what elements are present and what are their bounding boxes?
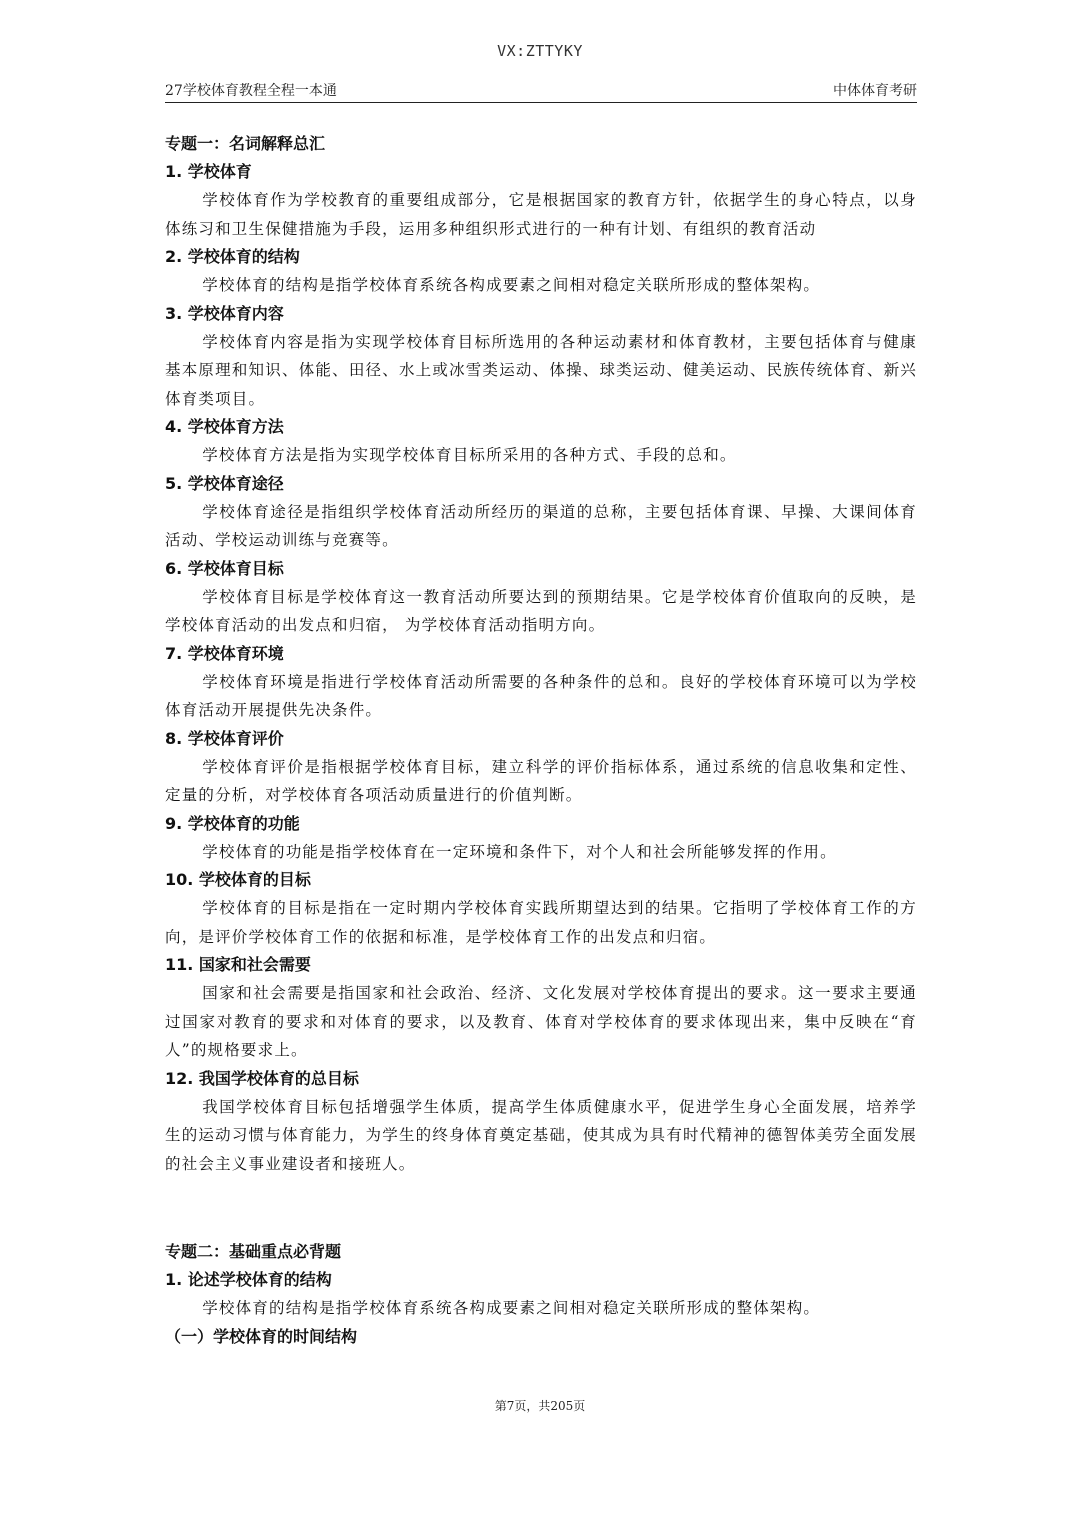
term-heading: 10. 学校体育的目标 xyxy=(165,870,311,889)
section-spacer xyxy=(165,1178,917,1236)
header-book-title: 27学校体育教程全程一本通 xyxy=(165,83,337,99)
watermark-text: VX:ZTTYKY xyxy=(497,42,583,60)
topic-one-title: 专题一：名词解释总汇 xyxy=(165,134,326,153)
term-definition: 学校体育途径是指组织学校体育活动所经历的渠道的总称，主要包括体育课、早操、大课间体育活动、学校运动训练与竞赛等。 xyxy=(165,502,917,549)
term-heading: 2. 学校体育的结构 xyxy=(165,247,300,266)
term-definition: 学校体育内容是指为实现学校体育目标所选用的各种运动素材和体育教材，主要包括体育与健康基本原理和知识、体能、田径、水上或冰雪类运动、体操、球类运动、健美运动、民族传统体育、新兴体育类项目。 xyxy=(165,332,917,408)
term-heading: 11. 国家和社会需要 xyxy=(165,955,311,974)
page-number: 第7页，共205页 xyxy=(494,1399,586,1413)
term-heading: 8. 学校体育评价 xyxy=(165,728,284,748)
term-heading: 7. 学校体育环境 xyxy=(165,643,284,663)
question-answer: 学校体育的结构是指学校体育系统各构成要素之间相对稳定关联所形成的整体架构。 xyxy=(202,1299,821,1317)
term-heading: 4. 学校体育方法 xyxy=(165,417,284,436)
term-definition: 学校体育目标是学校体育这一教育活动所要达到的预期结果。它是学校体育价值取向的反映，是学校体育活动的出发点和归宿， 为学校体育活动指明方向。 xyxy=(165,587,917,634)
term-heading: 9. 学校体育的功能 xyxy=(165,813,300,833)
term-heading: 1. 学校体育 xyxy=(165,162,252,181)
term-definition: 学校体育的功能是指学校体育在一定环境和条件下，对个人和社会所能够发挥的作用。 xyxy=(202,842,837,861)
term-definition: 学校体育的结构是指学校体育系统各构成要素之间相对稳定关联所形成的整体架构。 xyxy=(202,276,821,294)
term-definition: 学校体育环境是指进行学校体育活动所需要的各种条件的总和。良好的学校体育环境可以为学校体育活动开展提供先决条件。 xyxy=(165,672,917,719)
term-definition: 学校体育的目标是指在一定时期内学校体育实践所期望达到的结果。它指明了学校体育工作的方向，是评价学校体育工作的依据和标准，是学校体育工作的出发点和归宿。 xyxy=(165,899,917,946)
topic-two-title: 专题二：基础重点必背题 xyxy=(165,1242,342,1261)
question-heading: 1. 论述学校体育的结构 xyxy=(165,1270,332,1289)
subsection-heading: （一）学校体育的时间结构 xyxy=(165,1326,358,1346)
term-definition: 国家和社会需要是指国家和社会政治、经济、文化发展对学校体育提出的要求。这一要求主要通过国家对教育的要求和对体育的要求，以及教育、体育对学校体育的要求体现出来，集中反映在“育人”的规格要求上。 xyxy=(165,984,917,1059)
term-heading: 3. 学校体育内容 xyxy=(165,303,284,323)
term-definition: 学校体育评价是指根据学校体育目标，建立科学的评价指标体系，通过系统的信息收集和定性、定量的分析，对学校体育各项活动质量进行的价值判断。 xyxy=(165,757,917,804)
header-publisher: 中体体育考研 xyxy=(833,83,917,99)
page-header xyxy=(165,80,917,103)
term-definition: 学校体育方法是指为实现学校体育目标所采用的各种方式、手段的总和。 xyxy=(202,446,737,464)
term-definition: 我国学校体育目标包括增强学生体质，提高学生体质健康水平，促进学生身心全面发展，培养学生的运动习惯与体育能力，为学生的终身体育奠定基础，使其成为具有时代精神的德智体美劳全面发展的社会主义事业建设者和接班人。 xyxy=(165,1097,917,1173)
term-heading: 6. 学校体育目标 xyxy=(165,558,284,578)
page-content xyxy=(165,128,917,1351)
term-definition: 学校体育作为学校教育的重要组成部分，它是根据国家的教育方针，依据学生的身心特点，以身体练习和卫生保健措施为手段，运用多种组织形式进行的一种有计划、有组织的教育活动 xyxy=(165,191,917,238)
term-heading: 5. 学校体育途径 xyxy=(165,473,284,493)
term-heading: 12. 我国学校体育的总目标 xyxy=(165,1068,359,1088)
